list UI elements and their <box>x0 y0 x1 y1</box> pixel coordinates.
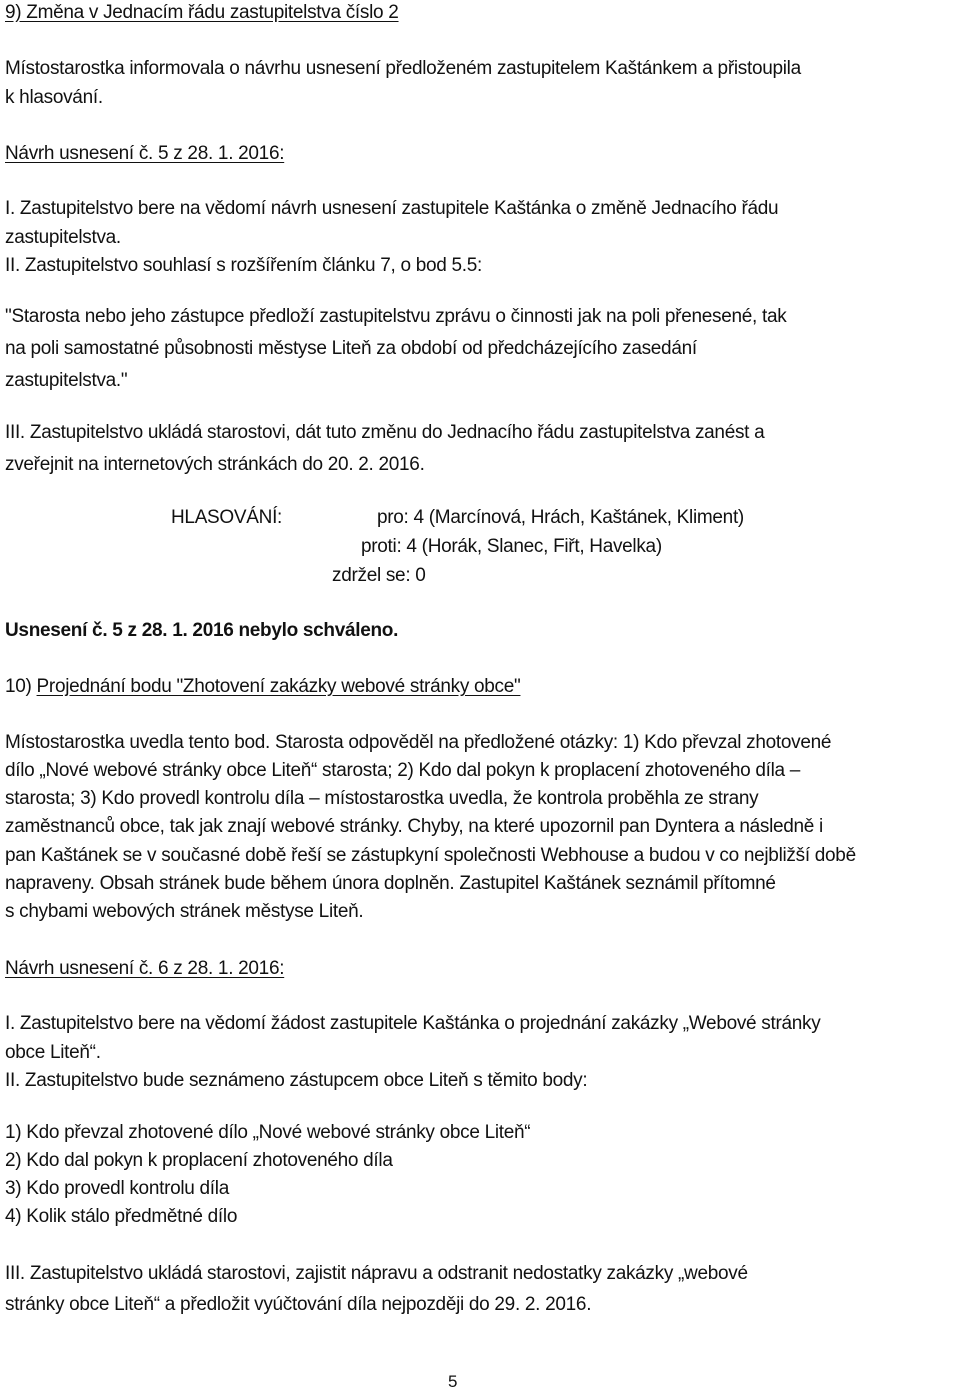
section-10-number: 10) <box>5 676 37 697</box>
voting-pro: pro: 4 (Marcínová, Hrách, Kaštánek, Kliment) <box>377 507 744 528</box>
resolution-result: Usnesení č. 5 z 28. 1. 2016 nebylo schváleno. <box>5 620 399 641</box>
proposal-6-point-1-line-2: obce Liteň“. <box>5 1042 101 1063</box>
proposal-6-heading: Návrh usnesení č. 6 z 28. 1. 2016: <box>5 958 285 979</box>
section-10-body-line-6: napraveny. Obsah stránek bude během února doplněn. Zastupitel Kaštánek seznámil přítomné <box>5 873 776 894</box>
proposal-5-point-3-line-2: zveřejnit na internetových stránkách do 20. 2. 2016. <box>5 454 425 475</box>
voting-abstain: zdržel se: 0 <box>332 565 426 586</box>
voting-proti: proti: 4 (Horák, Slanec, Fiřt, Havelka) <box>361 536 662 557</box>
section-10-body-line-5: pan Kaštánek se v současné době řeší se zástupkyní společnosti Webhouse a budou v co nejbližší době <box>5 845 856 866</box>
quote-line-1: "Starosta nebo jeho zástupce předloží zastupitelstvu zprávu o činnosti jak na poli přenesené, tak <box>5 306 787 327</box>
section-9-heading: 9) Změna v Jednacím řádu zastupitelstva číslo 2 <box>5 2 399 23</box>
section-10-title: Projednání bodu "Zhotovení zakázky webové stránky obce" <box>36 676 521 697</box>
section-10-heading <box>5 675 520 699</box>
list-item: 4) Kolik stálo předmětné dílo <box>5 1206 238 1227</box>
list-item: 2) Kdo dal pokyn k proplacení zhotoveného díla <box>5 1150 393 1171</box>
section-10-body-line-4: zaměstnanců obce, tak jak znají webové stránky. Chyby, na které upozornil pan Dyntera a následně i <box>5 816 823 837</box>
list-item: 1) Kdo převzal zhotovené dílo „Nové webové stránky obce Liteň“ <box>5 1122 531 1143</box>
quote-line-3: zastupitelstva." <box>5 370 128 391</box>
section-9-intro-line-2: k hlasování. <box>5 87 103 108</box>
section-10-body-line-7: s chybami webových stránek městyse Liteň. <box>5 901 364 922</box>
proposal-5-point-3-line-1: III. Zastupitelstvo ukládá starostovi, dát tuto změnu do Jednacího řádu zastupitelstva zanést a <box>5 422 765 443</box>
proposal-5-point-2: II. Zastupitelstvo souhlasí s rozšířením článku 7, o bod 5.5: <box>5 255 482 276</box>
section-10-body-line-2: dílo „Nové webové stránky obce Liteň“ starosta; 2) Kdo dal pokyn k proplacení zhotoveného díla – <box>5 760 801 781</box>
proposal-6-point-2: II. Zastupitelstvo bude seznámeno zástupcem obce Liteň s těmito body: <box>5 1070 588 1091</box>
voting-label: HLASOVÁNÍ: <box>171 507 283 528</box>
proposal-6-point-3-line-2: stránky obce Liteň“ a předložit vyúčtování díla nejpozději do 29. 2. 2016. <box>5 1294 592 1315</box>
section-9-intro-line-1: Místostarostka informovala o návrhu usnesení předloženém zastupitelem Kaštánkem a přistoupila <box>5 58 801 79</box>
page-number: 5 <box>448 1372 458 1391</box>
proposal-6-point-1-line-1: I. Zastupitelstvo bere na vědomí žádost zastupitele Kaštánka o projednání zakázky „Webové stránky <box>5 1013 821 1034</box>
proposal-5-point-1-line-2: zastupitelstva. <box>5 227 121 248</box>
section-10-body-line-3: starosta; 3) Kdo provedl kontrolu díla – místostarostka uvedla, že kontrola proběhla ze strany <box>5 788 759 809</box>
quote-line-2: na poli samostatné působnosti městyse Liteň za období od předcházejícího zasedání <box>5 338 697 359</box>
list-item: 3) Kdo provedl kontrolu díla <box>5 1178 229 1199</box>
proposal-5-heading: Návrh usnesení č. 5 z 28. 1. 2016: <box>5 143 285 164</box>
section-10-body-line-1: Místostarostka uvedla tento bod. Starosta odpověděl na předložené otázky: 1) Kdo převzal zhotovené <box>5 732 832 753</box>
proposal-5-point-1-line-1: I. Zastupitelstvo bere na vědomí návrh usnesení zastupitele Kaštánka o změně Jednacího řádu <box>5 198 779 219</box>
proposal-6-point-3-line-1: III. Zastupitelstvo ukládá starostovi, zajistit nápravu a odstranit nedostatky zakázky „webové <box>5 1263 748 1284</box>
